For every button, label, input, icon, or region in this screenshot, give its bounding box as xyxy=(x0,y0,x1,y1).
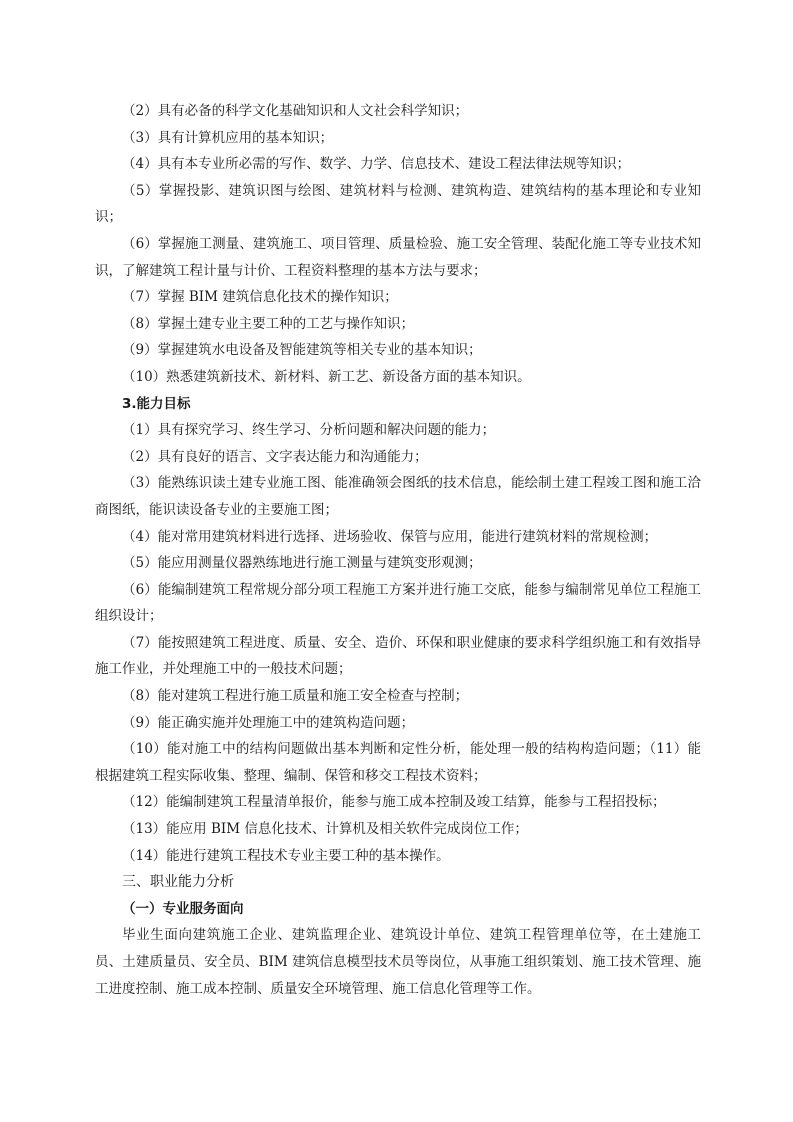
knowledge-item-8: （8）掌握土建专业主要工种的工艺与操作知识； xyxy=(122,315,415,332)
section-title: 三、职业能力分析 xyxy=(122,874,234,891)
ability-item-1: （1）具有探究学习、终生学习、分析问题和解决问题的能力； xyxy=(122,422,496,439)
knowledge-item-4: （4）具有本专业所必需的写作、数学、力学、信息技术、建设工程法律法规等知识； xyxy=(122,156,631,173)
ability-item-9: （9）能正确实施并处理施工中的建筑构造问题； xyxy=(122,714,415,731)
ability-item-13: （13）能应用 BIM 信息化技术、计算机及相关软件完成岗位工作； xyxy=(122,821,528,838)
ability-item-6: （6）能编制建筑工程常规分部分项工程施工方案并进行施工交底，能参与编制常见单位工程施工组织设计； xyxy=(95,581,701,625)
subsection-title: （一）专业服务面向 xyxy=(122,900,244,917)
ability-item-3: （3）能熟练识读土建专业施工图、能准确领会图纸的技术信息，能绘制土建工程竣工图和施工洽商图纸，能识读设备专业的主要施工图； xyxy=(95,475,701,518)
knowledge-item-3: （3）具有计算机应用的基本知识； xyxy=(122,129,334,146)
knowledge-item-6: （6）掌握施工测量、建筑施工、项目管理、质量检验、施工安全管理、装配化施工等专业技术知识，了解建筑工程计量与计价、工程资料整理的基本方法与要求； xyxy=(95,235,701,279)
ability-heading: 3.能力目标 xyxy=(122,395,191,412)
knowledge-item-9: （9）掌握建筑水电设备及智能建筑等相关专业的基本知识； xyxy=(122,342,482,359)
ability-item-5: （5）能应用测量仪器熟练地进行施工测量与建筑变形观测； xyxy=(122,555,482,572)
ability-item-14: （14）能进行建筑工程技术专业主要工种的基本操作。 xyxy=(122,847,450,864)
knowledge-item-5: （5）掌握投影、建筑识图与绘图、建筑材料与检测、建筑构造、建筑结构的基本理论和专业知识； xyxy=(95,182,701,226)
service-paragraph: 毕业生面向建筑施工企业、建筑监理企业、建筑设计单位、建筑工程管理单位等，在土建施工员、土建质量员、安全员、BIM 建筑信息模型技术员等岗位，从事施工组织策划、施工技术管理、施工进度控制、施工成本控制、质量安全环境管理、施工信息化管理等工作。 xyxy=(95,927,701,997)
knowledge-item-10: （10）熟悉建筑新技术、新材料、新工艺、新设备方面的基本知识。 xyxy=(122,368,531,385)
ability-item-8: （8）能对建筑工程进行施工质量和施工安全检查与控制； xyxy=(122,688,469,705)
ability-item-12: （12）能编制建筑工程量清单报价，能参与施工成本控制及竣工结算，能参与工程招投标； xyxy=(122,794,666,811)
ability-item-10-11: （10）能对施工中的结构问题做出基本判断和定性分析，能处理一般的结构构造问题；（11）能根据建筑工程实际收集、整理、编制、保管和移交工程技术资料； xyxy=(95,741,701,784)
ability-item-4: （4）能对常用建筑材料进行选择、进场验收、保管与应用，能进行建筑材料的常规检测； xyxy=(122,528,658,545)
document-page xyxy=(95,98,701,1002)
ability-item-7: （7）能按照建筑工程进度、质量、安全、造价、环保和职业健康的要求科学组织施工和有效指导施工作业，并处理施工中的一般技术问题； xyxy=(95,634,701,678)
ability-item-2: （2）具有良好的语言、文字表达能力和沟通能力； xyxy=(122,448,428,465)
knowledge-item-2: （2）具有必备的科学文化基础知识和人文社会科学知识； xyxy=(122,103,469,119)
knowledge-item-7: （7）掌握 BIM 建筑信息化技术的操作知识； xyxy=(122,289,398,306)
